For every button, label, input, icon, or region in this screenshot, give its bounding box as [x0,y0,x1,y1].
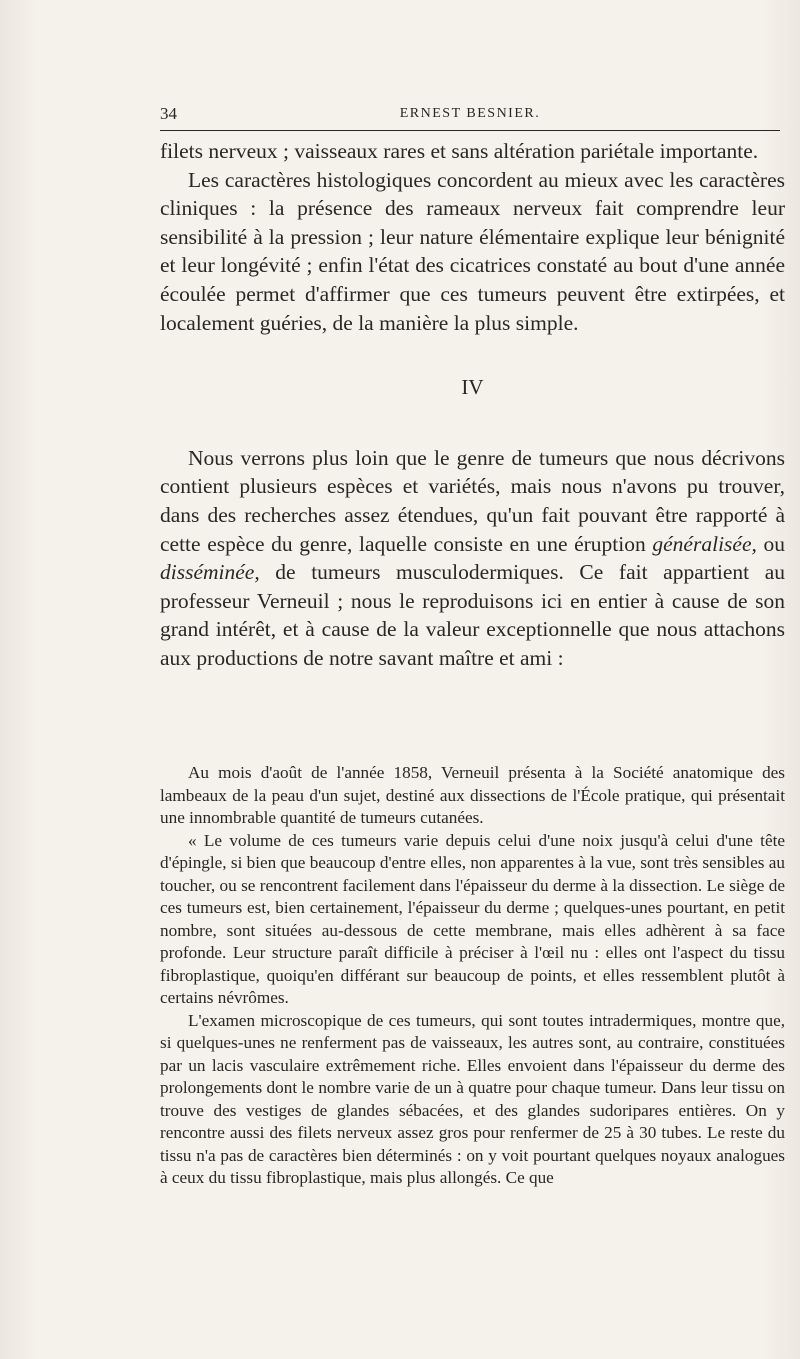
italic-text: généralisée, [652,531,757,556]
text-run: de tumeurs musculodermiques. Ce fait appartient au professeur Verneuil ; nous le reproduisons ici en entier à cause de son grand intérêt, et à cause de la valeur exceptionnelle que nous attachons aux productions de notre savant maître et ami : [160,560,785,670]
small-paragraph: L'examen microscopique de ces tumeurs, qui sont toutes intradermiques, montre que, si quelques-unes ne renferment pas de vaisseaux, les autres sont, au contraire, constituées par un lacis vasculaire extrêmement riche. Elles envoient dans l'épaisseur du derme des prolongements dont le nombre varie de un à quatre pour chaque tumeur. Dans leur tissu on trouve des vestiges de glandes sébacées, et des glandes sudoripares entières. On y rencontre aussi des filets nerveux assez gros pour renfermer de 25 à 30 tubes. Le reste du tissu n'a pas de caractères bien déterminés : on y voit pourtant quelques noyaux analogues à ceux du tissu fibroplastique, mais plus allongés. Ce que [160,1010,785,1187]
paragraph: Les caractères histologiques concordent au mieux avec les caractères cliniques : la présence des rameaux nerveux fait comprendre leur sensibilité à la pression ; leur nature élémentaire explique leur bénignité et leur longévité ; enfin l'état des cicatrices constaté au bout d'une année écoulée permet d'affirmer que ces tumeurs peuvent être extirpées, et localement guéries, de la manière la plus simple. [160,167,785,335]
section-paragraph [160,444,785,673]
page-number: 34 [160,104,177,123]
section-number: IV [461,375,484,400]
quoted-observation [160,762,785,1190]
header-rule [160,130,780,131]
paragraph: filets nerveux ; vaisseaux rares et sans altération pariétale importante. [160,139,759,163]
main-text [160,137,785,673]
italic-text: disséminée, [160,560,260,585]
page-header [160,100,780,130]
small-paragraph: « Le volume de ces tumeurs varie depuis celui d'une noix jusqu'à celui d'une tête d'épingle, si bien que beaucoup d'entre elles, non apparentes à la vue, sont très sensibles au toucher, ou se rencontrent facilement dans l'épaisseur du derme à la dissection. Le siège de ces tumeurs est, bien certainement, l'épaisseur du derme ; quelques-unes pourtant, en petit nombre, sont situées au-dessous de cette membrane, mais elles adhèrent à sa face profonde. Leur structure paraît difficile à préciser à l'œil nu : elles ont l'aspect du tissu fibroplastique, quoiqu'en différant sur beaucoup de points, et elles ressemblent plutôt à certains névrômes. [160,830,785,1007]
small-paragraph: Au mois d'août de l'année 1858, Verneuil présenta à la Société anatomique des lambeaux de la peau d'un sujet, destiné aux dissections de l'École pratique, qui présentait une innombrable quantité de tumeurs cutanées. [160,763,785,827]
running-head: ERNEST BESNIER. [399,106,541,121]
text-run: ou [756,531,785,556]
text-run: Nous verrons plus loin que le genre de tumeurs que nous décrivons contient plusieurs espèces et variétés, mais nous n'avons pu trouver, dans des recherches assez étendues, qu'un fait pouvant être rapporté à cette espèce du genre, laquelle consiste en une éruption [160,445,785,556]
